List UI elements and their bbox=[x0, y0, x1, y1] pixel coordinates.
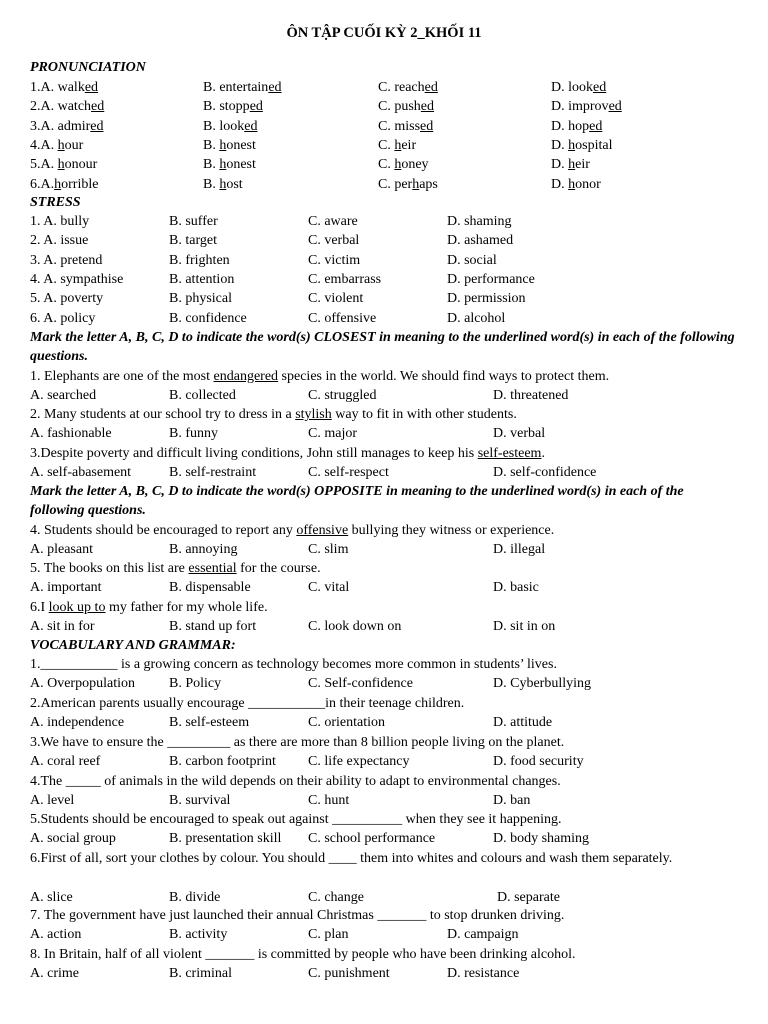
option: D. alcohol bbox=[447, 310, 506, 326]
option: B. stand up fort bbox=[169, 619, 257, 634]
option: C. self-respect bbox=[308, 465, 389, 480]
underlined-sound: h bbox=[568, 157, 576, 173]
option: 1. A. bully bbox=[30, 214, 90, 229]
option: B. criminal bbox=[169, 966, 232, 982]
option: B. suffer bbox=[169, 214, 218, 229]
underlined-word: endangered bbox=[213, 368, 279, 384]
underlined-word: stylish bbox=[295, 407, 332, 423]
option: 6.A.horrible bbox=[30, 176, 99, 192]
underlined-sound: h bbox=[219, 157, 227, 173]
option: B. honest bbox=[203, 137, 256, 153]
question-text: 5. The books on this list are essential for the course. bbox=[30, 561, 321, 577]
option: 1.A. walked bbox=[30, 80, 99, 95]
option: B. annoying bbox=[169, 541, 238, 557]
option: D. illegal bbox=[493, 541, 546, 557]
option: B. looked bbox=[203, 118, 258, 134]
option: C. punishment bbox=[308, 966, 390, 982]
option: C. pushed bbox=[378, 99, 435, 115]
option: D. threatened bbox=[493, 387, 569, 403]
option: D. shaming bbox=[447, 214, 512, 229]
option: D. separate bbox=[497, 889, 560, 905]
option: D. resistance bbox=[447, 966, 520, 982]
option: 5.A. honour bbox=[30, 157, 98, 173]
option: 2.A. watched bbox=[30, 99, 105, 115]
underlined-sound: ed bbox=[420, 99, 435, 115]
question-text: 4.The _____ of animals in the wild depends on their ability to adapt to environmental changes. bbox=[30, 774, 561, 789]
question-text: 6.I look up to my father for my whole life. bbox=[30, 599, 268, 615]
option: 4.A. hour bbox=[30, 137, 84, 153]
option: C. violent bbox=[308, 291, 364, 307]
option: A. self-abasement bbox=[30, 465, 132, 480]
option: A. social group bbox=[30, 831, 116, 847]
option: B. stopped bbox=[203, 99, 263, 115]
question-text: 2. Many students at our school try to dress in a stylish way to fit in with other students. bbox=[30, 407, 517, 423]
section-heading-vocabulary: VOCABULARY AND GRAMMAR: bbox=[30, 638, 236, 653]
option: B. divide bbox=[169, 889, 221, 905]
question-text: 6.First of all, sort your clothes by colour. You should ____ them into whites and colours and wash them separately. bbox=[30, 851, 673, 866]
underlined-sound: h bbox=[568, 137, 576, 153]
option: D. Cyberbullying bbox=[493, 676, 591, 692]
underlined-sound: ed bbox=[90, 118, 104, 134]
underlined-sound: h bbox=[412, 176, 420, 192]
underlined-sound: ed bbox=[84, 80, 99, 95]
option: C. life expectancy bbox=[308, 754, 410, 770]
option: C. verbal bbox=[308, 233, 360, 249]
option: A. coral reef bbox=[30, 754, 101, 770]
option: A. pleasant bbox=[30, 541, 93, 557]
underlined-sound: ed bbox=[420, 118, 434, 134]
option: D. ashamed bbox=[447, 233, 514, 249]
option: B. target bbox=[169, 233, 217, 249]
question-text: 7. The government have just launched their annual Christmas _______ to stop drunken driving. bbox=[30, 908, 565, 923]
underlined-sound: ed bbox=[608, 99, 622, 115]
underlined-word: self-esteem bbox=[477, 445, 542, 461]
option: C. heir bbox=[378, 137, 417, 153]
option: D. looked bbox=[551, 80, 607, 95]
option: D. body shaming bbox=[493, 831, 590, 847]
option: A. crime bbox=[30, 966, 79, 982]
option: B. self-restraint bbox=[169, 465, 257, 480]
option: 2. A. issue bbox=[30, 233, 89, 249]
opposite-instruction: Mark the letter A, B, C, D to indicate the word(s) OPPOSITE in meaning to the underlined word(s) in each of the following questions. bbox=[30, 484, 684, 518]
underlined-sound: ed bbox=[593, 80, 607, 95]
option: C. struggled bbox=[308, 387, 377, 403]
option: C. vital bbox=[308, 580, 350, 596]
option: C. honey bbox=[378, 157, 429, 173]
option: D. ban bbox=[493, 793, 531, 809]
option: D. social bbox=[447, 252, 497, 268]
option: D. honor bbox=[551, 176, 601, 192]
option: C. missed bbox=[378, 118, 434, 134]
option: C. aware bbox=[308, 214, 358, 229]
underlined-sound: h bbox=[54, 176, 62, 192]
option: D. performance bbox=[447, 271, 535, 287]
option: D. self-confidence bbox=[493, 465, 597, 480]
underlined-sound: h bbox=[394, 137, 402, 153]
option: D. sit in on bbox=[493, 619, 556, 634]
underlined-sound: h bbox=[57, 157, 65, 173]
option: C. perhaps bbox=[378, 176, 438, 192]
option: D. hospital bbox=[551, 137, 613, 153]
option: B. activity bbox=[169, 927, 228, 943]
option: A. important bbox=[30, 580, 102, 596]
underlined-sound: ed bbox=[268, 80, 282, 95]
option: A. fashionable bbox=[30, 426, 112, 442]
option: D. food security bbox=[493, 754, 584, 770]
option: C. slim bbox=[308, 541, 349, 557]
option: C. look down on bbox=[308, 619, 402, 634]
option: B. survival bbox=[169, 793, 231, 809]
question-text: 5.Students should be encouraged to speak out against __________ when they see it happening. bbox=[30, 812, 562, 827]
option: B. honest bbox=[203, 157, 256, 173]
option: C. major bbox=[308, 426, 357, 442]
option: B. dispensable bbox=[169, 580, 251, 596]
underlined-sound: ed bbox=[244, 118, 258, 134]
section-heading-stress: STRESS bbox=[30, 195, 81, 210]
option: B. funny bbox=[169, 426, 218, 442]
option: C. embarrass bbox=[308, 271, 382, 287]
underlined-word: look up to bbox=[48, 599, 106, 615]
page-title: ÔN TẬP CUỐI KỲ 2_KHỐI 11 bbox=[286, 25, 482, 41]
option: A. Overpopulation bbox=[30, 676, 135, 692]
option: D. improved bbox=[551, 99, 622, 115]
underlined-sound: h bbox=[219, 176, 227, 192]
option: A. action bbox=[30, 927, 82, 943]
underlined-word: essential bbox=[188, 561, 237, 577]
option: B. carbon footprint bbox=[169, 754, 276, 770]
option: 3. A. pretend bbox=[30, 252, 103, 268]
option: B. attention bbox=[169, 271, 235, 287]
option: D. basic bbox=[493, 580, 539, 596]
option: C. offensive bbox=[308, 310, 377, 326]
option: A. sit in for bbox=[30, 619, 95, 634]
option: D. permission bbox=[447, 291, 526, 307]
option: C. victim bbox=[308, 252, 361, 268]
option: C. Self-confidence bbox=[308, 676, 413, 692]
option: D. attitude bbox=[493, 715, 553, 731]
option: B. host bbox=[203, 176, 243, 192]
underlined-sound: ed bbox=[589, 118, 603, 134]
option: C. school performance bbox=[308, 831, 436, 847]
question-text: 4. Students should be encouraged to report any offensive bullying they witness or experience. bbox=[30, 522, 555, 538]
option: A. independence bbox=[30, 715, 125, 731]
option: C. change bbox=[308, 889, 364, 905]
option: B. frighten bbox=[169, 252, 230, 268]
option: D. hoped bbox=[551, 118, 603, 134]
underlined-sound: ed bbox=[424, 80, 438, 95]
underlined-sound: h bbox=[57, 137, 65, 153]
option: D. heir bbox=[551, 157, 590, 173]
option: B. physical bbox=[169, 291, 232, 307]
option: B. Policy bbox=[169, 676, 222, 692]
option: C. orientation bbox=[308, 715, 385, 731]
option: A. slice bbox=[30, 889, 73, 905]
option: A. level bbox=[30, 793, 75, 809]
option: 3.A. admired bbox=[30, 118, 104, 134]
option: B. entertained bbox=[203, 80, 282, 95]
question-text: 8. In Britain, half of all violent _______ is committed by people who have been drinking alcohol. bbox=[30, 947, 576, 962]
option: D. campaign bbox=[447, 927, 519, 943]
option: B. self-esteem bbox=[169, 715, 250, 731]
option: A. searched bbox=[30, 387, 97, 403]
question-text: 3.We have to ensure the _________ as there are more than 8 billion people living on the planet. bbox=[30, 735, 565, 750]
closest-instruction: Mark the letter A, B, C, D to indicate the word(s) CLOSEST in meaning to the underlined word(s) in each of the following questions. bbox=[30, 330, 735, 364]
option: 6. A. policy bbox=[30, 310, 96, 326]
question-text: 3.Despite poverty and difficult living conditions, John still manages to keep his self-esteem. bbox=[30, 445, 545, 461]
question-text: 2.American parents usually encourage ___________in their teenage children. bbox=[30, 696, 465, 711]
underlined-sound: ed bbox=[91, 99, 105, 115]
option: C. plan bbox=[308, 927, 349, 943]
option: B. collected bbox=[169, 387, 236, 403]
underlined-word: offensive bbox=[296, 522, 349, 538]
underlined-sound: ed bbox=[249, 99, 263, 115]
option: B. presentation skill bbox=[169, 831, 282, 847]
underlined-sound: h bbox=[568, 176, 576, 192]
option: C. reached bbox=[378, 80, 438, 95]
option: 5. A. poverty bbox=[30, 291, 104, 307]
underlined-sound: h bbox=[219, 137, 227, 153]
underlined-sound: h bbox=[394, 157, 402, 173]
option: B. confidence bbox=[169, 310, 247, 326]
section-heading-pronunciation: PRONUNCIATION bbox=[30, 60, 146, 75]
option: 4. A. sympathise bbox=[30, 271, 124, 287]
option: D. verbal bbox=[493, 426, 546, 442]
question-text: 1. Elephants are one of the most endangered species in the world. We should find ways to protect them. bbox=[30, 368, 610, 384]
question-text: 1.___________ is a growing concern as technology becomes more common in students’ lives. bbox=[30, 657, 557, 672]
option: C. hunt bbox=[308, 793, 350, 809]
